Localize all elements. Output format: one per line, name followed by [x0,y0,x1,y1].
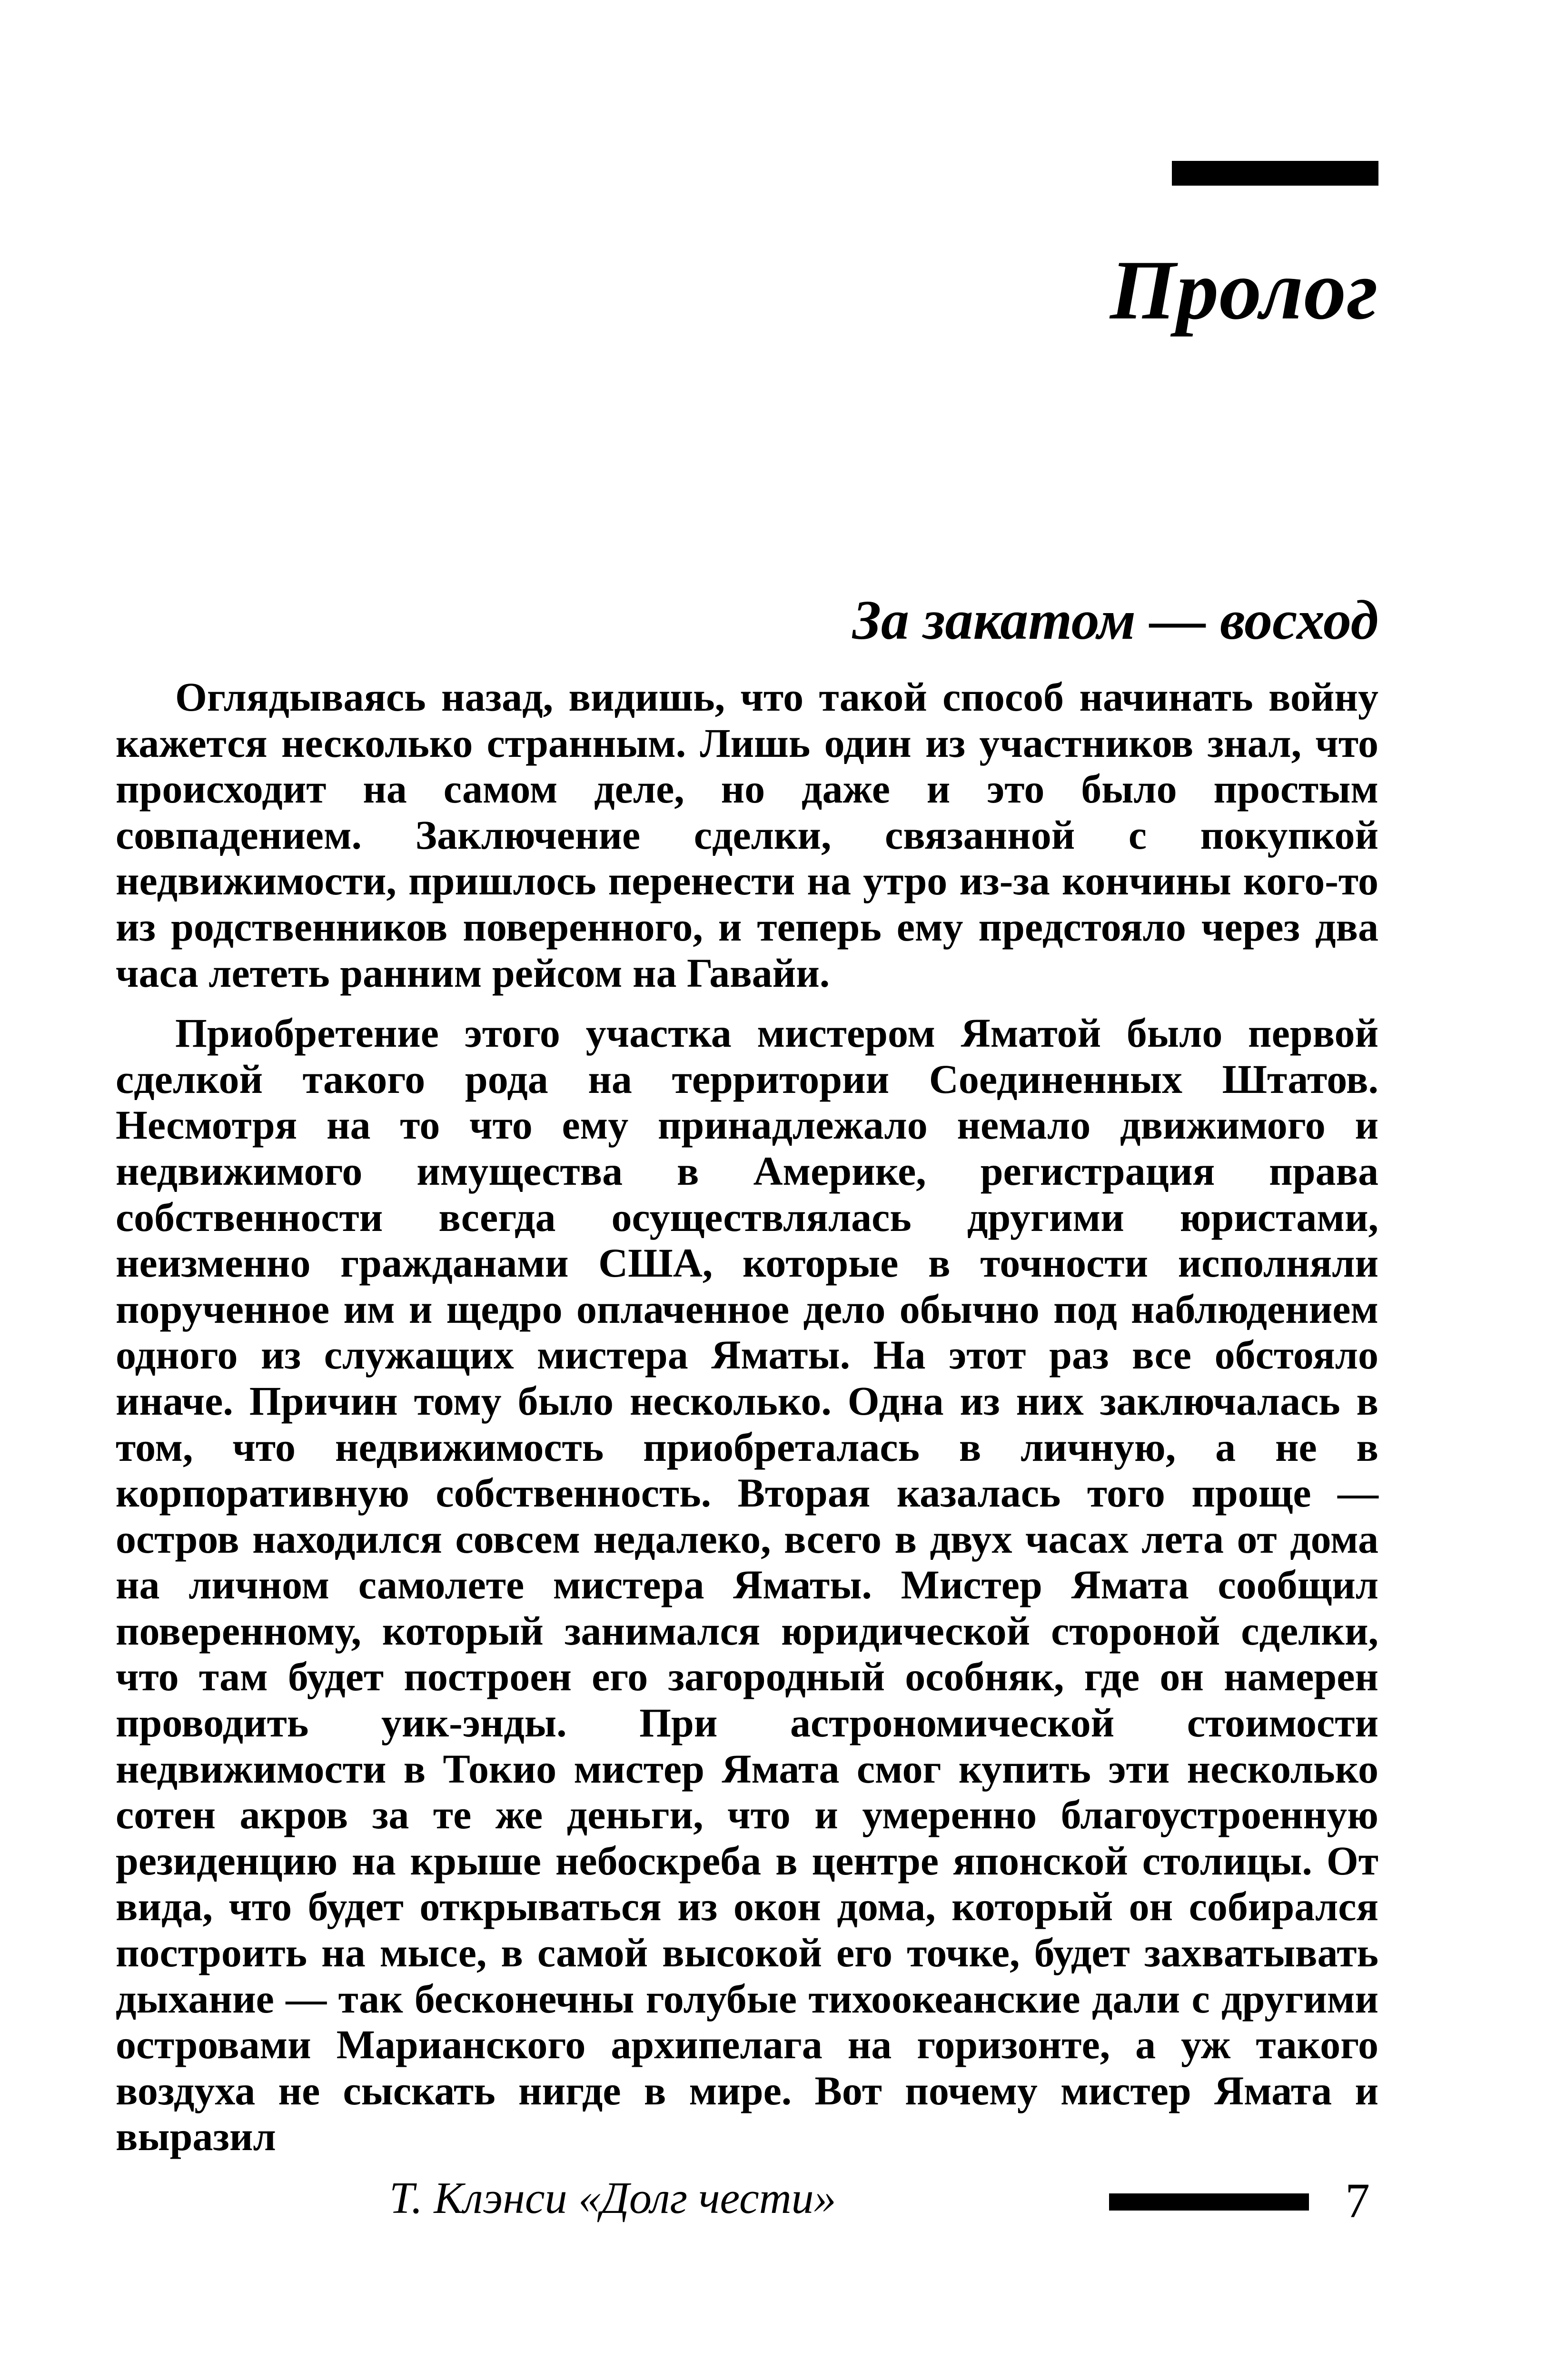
paragraph-2: Приобретение этого участка мистером Яматой было первой сделкой такого рода на территории Соединенных Штатов. Несмотря на то что ему принадлежало немало движимого и недвижимого имущества в Америке, регистрация права собственности всегда осуществлялась другими юристами, неизменно гражданами США, которые в точности исполняли порученное им и щедро оплаченное дело обычно под наблюдением одного из служащих мистера Яматы. На этот раз все обстояло иначе. Причин тому было несколько. Одна из них заключалась в том, что недвижимость приобреталась в личную, а не в корпоративную собственность. Вторая казалась того проще — остров находился совсем недалеко, всего в двух часах лета от дома на личном самолете мистера Яматы. Мистер Ямата сообщил поверенному, который занимался юридической стороной сделки, что там будет построен его загородный особняк, где он намерен проводить уик-энды. При астрономической стоимости недвижимости в Токио мистер Ямата смог купить эти несколько сотен акров за те же деньги, что и умеренно благоустроенную резиденцию на крыше небоскреба в центре японской столицы. От вида, что будет открываться из окон дома, который он собирался построить на мысе, в самой высокой его точке, будет захватывать дыхание — так бесконечны голубые тихоокеанские дали с другими островами Марианского архипелага на горизонте, а уж такого воздуха не сыскать нигде в мире. Вот почему мистер Ямата и выразил [116,1010,1378,2160]
chapter-decorative-bar [1172,161,1378,186]
footer-decorative-bar [1109,2193,1309,2211]
section-title: За закатом — восход [852,589,1378,651]
paragraph-1: Оглядываясь назад, видишь, что такой способ начинать войну кажется несколько странным. Лишь один из участников знал, что происходит на самом деле, но даже и это было простым совпадением. Заключение сделки, связанной с покупкой недвижимости, пришлось перенести на утро из-за кончины кого-то из родственников поверенного, и теперь ему предстояло через два часа лететь ранним рейсом на Гавайи. [116,674,1378,996]
running-title: Т. Клэнси «Долг чести» [389,2173,836,2223]
page-number: 7 [1345,2173,1370,2228]
body-text [116,674,1378,2174]
chapter-title: Пролог [1110,243,1378,337]
page-footer [0,2172,1556,2238]
